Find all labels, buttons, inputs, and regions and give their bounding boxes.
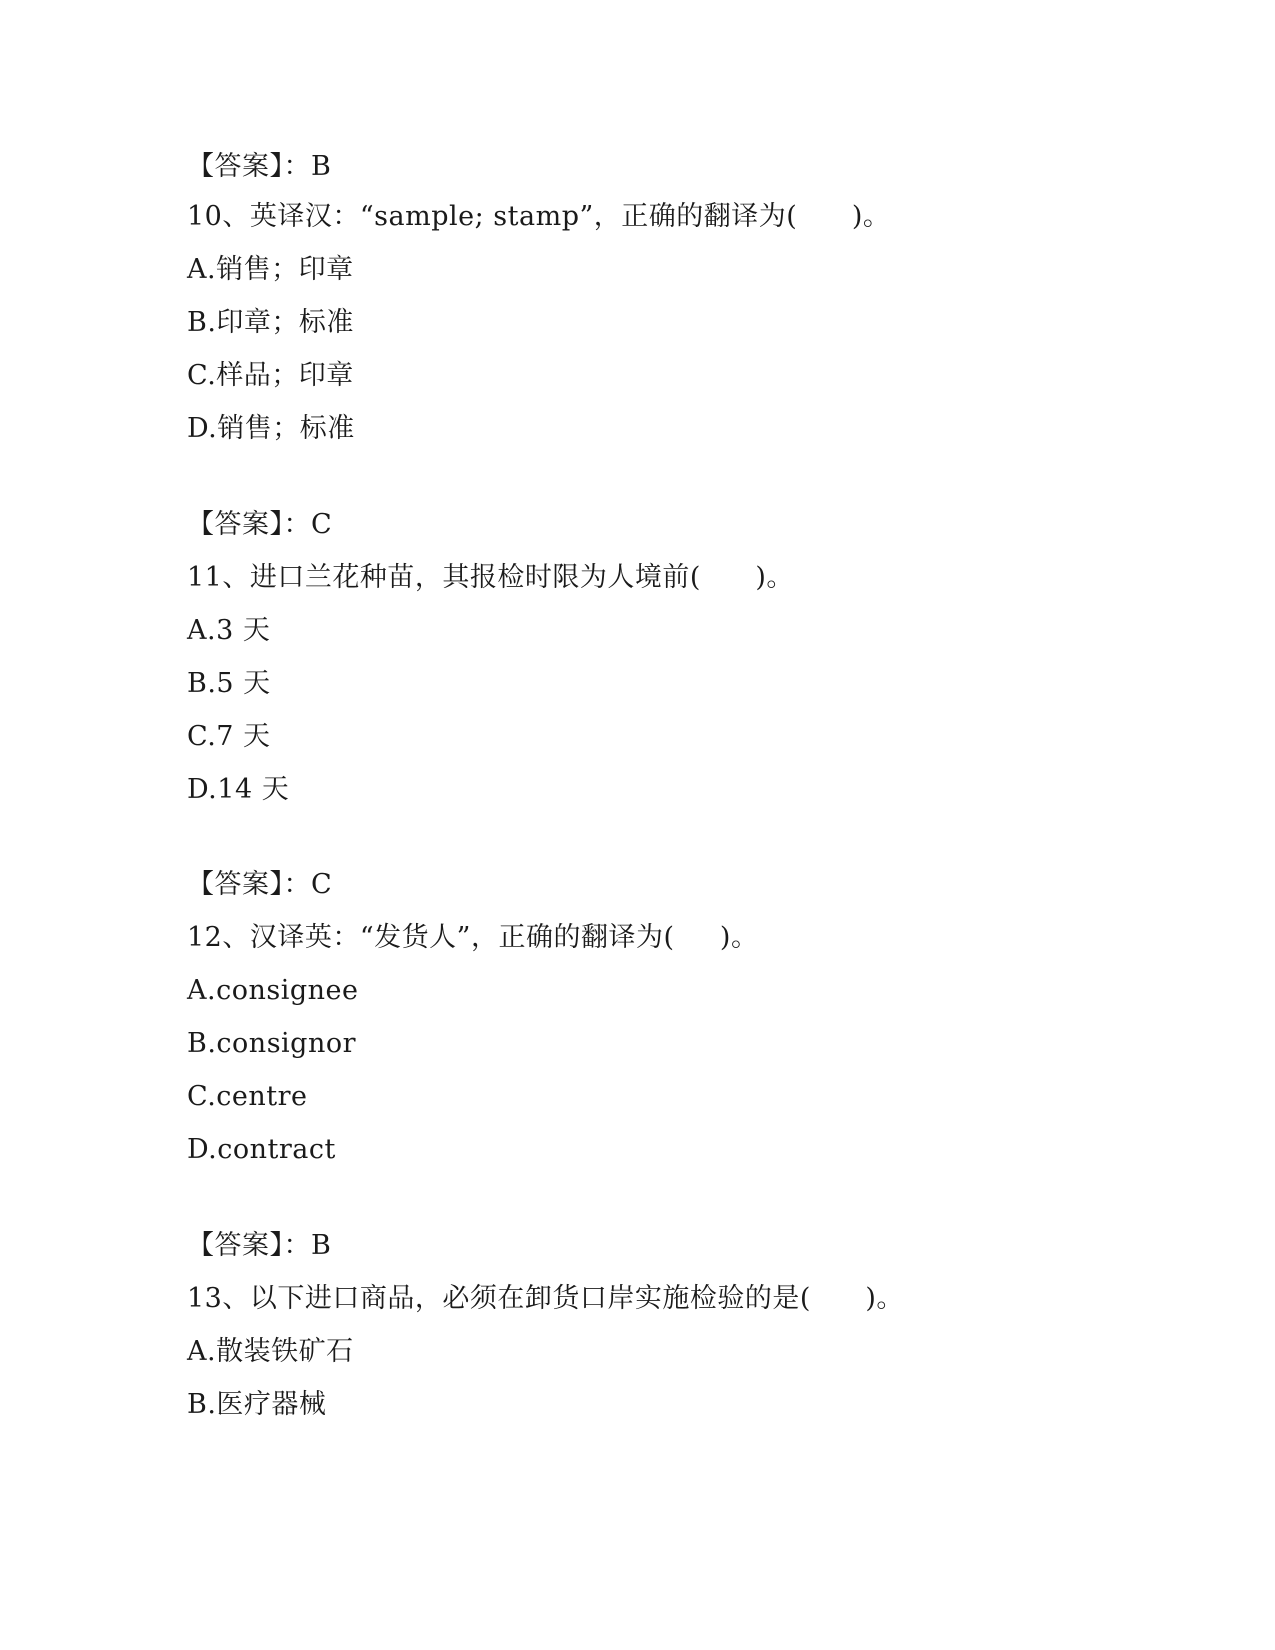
question-10: 10、英译汉：“sample; stamp”，正确的翻译为( )。 (187, 201, 891, 232)
option-10-c: C.样品；印章 (187, 360, 354, 391)
question-13: 13、以下进口商品，必须在卸货口岸实施检验的是( )。 (187, 1283, 904, 1314)
option-11-b: B.5 天 (187, 668, 271, 699)
option-10-a: A.销售；印章 (187, 254, 354, 285)
option-11-c: C.7 天 (187, 721, 271, 752)
answer-12: 【答案】：B (187, 1230, 332, 1261)
option-12-b: B.consignor (187, 1028, 357, 1059)
option-11-a: A.3 天 (187, 615, 271, 646)
option-11-d: D.14 天 (187, 774, 290, 805)
option-13-a: A.散装铁矿石 (187, 1336, 354, 1367)
option-12-d: D.contract (187, 1134, 336, 1165)
option-12-c: C.centre (187, 1081, 308, 1112)
answer-11: 【答案】：C (187, 869, 333, 900)
question-12: 12、汉译英：“发货人”，正确的翻译为( )。 (187, 922, 759, 953)
question-11: 11、进口兰花种苗，其报检时限为人境前( )。 (187, 562, 794, 593)
answer-line: 【答案】：B (187, 151, 332, 182)
answer-10: 【答案】：C (187, 509, 333, 540)
option-13-b: B.医疗器械 (187, 1389, 327, 1420)
option-12-a: A.consignee (187, 975, 359, 1006)
option-10-b: B.印章；标准 (187, 307, 354, 338)
option-10-d: D.销售；标准 (187, 413, 355, 444)
